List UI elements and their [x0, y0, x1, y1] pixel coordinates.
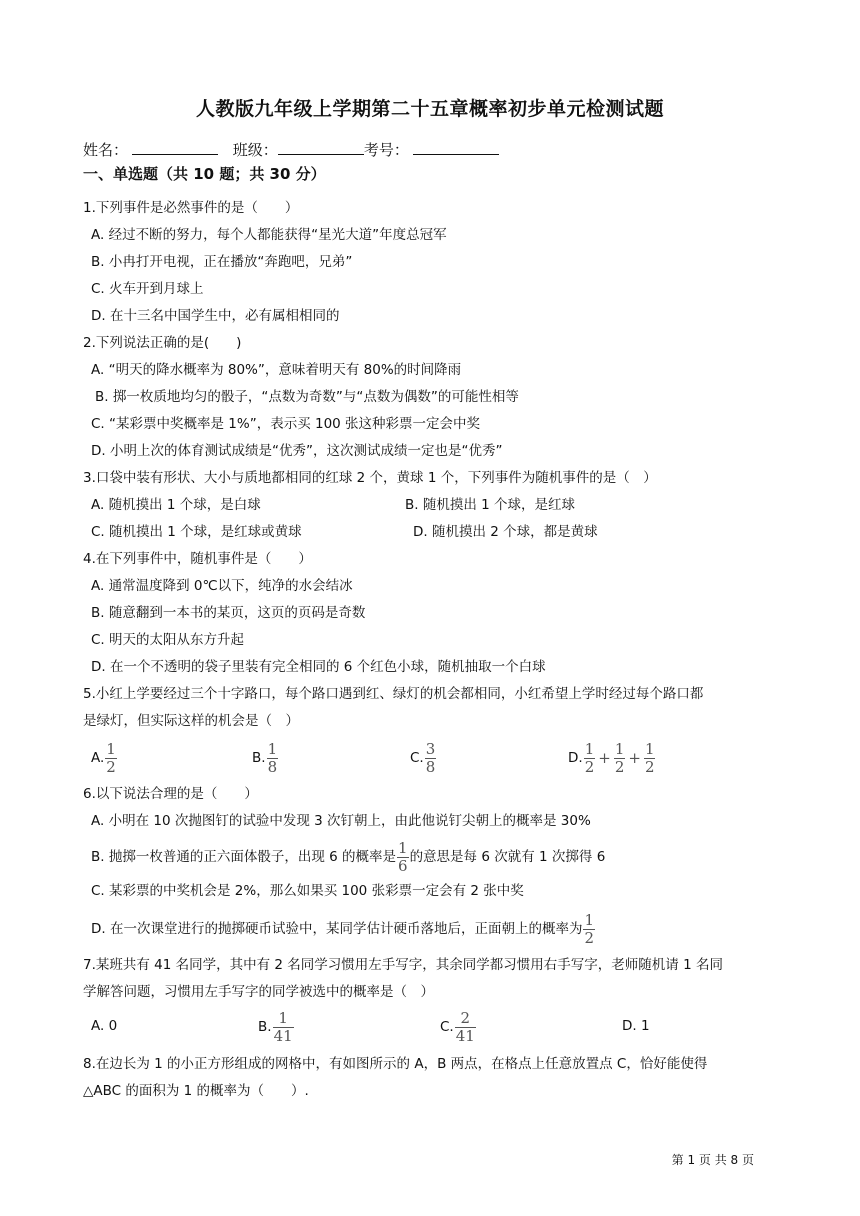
numerator: 1 — [398, 838, 408, 857]
question-3-option-b: B. 随机摸出 1 个球，是红球 — [405, 497, 576, 513]
option-b-label: B. — [258, 1019, 272, 1035]
question-2-option-c: C. “某彩票中奖概率是 1%”，表示买 100 张这种彩票一定会中奖 — [91, 416, 481, 432]
question-2-stem: 2.下列说法正确的是( ) — [83, 335, 242, 351]
numerator: 1 — [278, 1008, 288, 1027]
question-3-option-a: A. 随机摸出 1 个球，是白球 — [91, 497, 261, 513]
question-7-stem-line-2: 学解答问题，习惯用左手写字的同学被选中的概率是（ ） — [83, 984, 434, 1000]
question-3-option-c: C. 随机摸出 1 个球，是红球或黄球 — [91, 524, 302, 540]
student-info-line — [83, 138, 499, 160]
question-4-stem: 4.在下列事件中，随机事件是（ ） — [83, 551, 312, 567]
question-7-option-c — [440, 1008, 477, 1046]
denominator: 8 — [425, 757, 436, 776]
numerator: 2 — [460, 1008, 471, 1027]
question-1-option-d: D. 在十三名中国学生中，必有属相相同的 — [91, 308, 340, 324]
question-5-stem-line-2: 是绿灯，但实际这样的机会是（ ） — [83, 713, 299, 729]
option-d-label: D. — [568, 750, 583, 766]
question-2-option-a: A. “明天的降水概率为 80%”，意味着明天有 80%的时间降雨 — [91, 362, 462, 378]
question-7-stem-line-1: 7.某班共有 41 名同学，其中有 2 名同学习惯用左手写字，其余同学都习惯用右手写字，老师随机请 1 名同 — [83, 957, 723, 973]
denominator: 2 — [106, 757, 116, 776]
question-8-stem-line-1: 8.在边长为 1 的小正方形组成的网格中，有如图所示的 A，B 两点，在格点上任意放置点 C，恰好能使得 — [83, 1056, 708, 1072]
fraction — [273, 1008, 294, 1045]
question-1-option-c: C. 火车开到月球上 — [91, 281, 204, 297]
denominator: 2 — [584, 928, 595, 947]
fraction — [455, 1008, 476, 1045]
fraction — [397, 838, 409, 875]
name-blank — [132, 138, 218, 155]
number-label: 考号： — [363, 141, 409, 159]
question-7-option-d: D. 1 — [622, 1018, 650, 1034]
numerator: 1 — [267, 739, 278, 758]
question-3-stem: 3.口袋中装有形状、大小与质地都相同的红球 2 个，黄球 1 个，下列事件为随机事件的是（ ） — [83, 470, 657, 486]
class-label: 班级： — [232, 141, 278, 159]
option-a-label: A. — [91, 750, 105, 766]
plus-sign: + — [628, 749, 641, 767]
plus-sign: + — [598, 749, 611, 767]
option-b-text-start: B. 抛掷一枚普通的正六面体骰子，出现 6 的概率是 — [91, 849, 397, 865]
question-1-option-b: B. 小冉打开电视，正在播放“奔跑吧，兄弟” — [91, 254, 353, 270]
question-8-stem-line-2: △ABC 的面积为 1 的概率为（ ）. — [83, 1083, 309, 1099]
numerator: 3 — [425, 739, 436, 758]
number-blank — [413, 138, 499, 155]
option-c-label: C. — [440, 1019, 454, 1035]
question-5-option-d — [568, 738, 656, 778]
question-6-option-d — [91, 910, 596, 948]
denominator: 6 — [398, 856, 408, 875]
question-6-stem: 6.以下说法合理的是（ ） — [83, 786, 258, 802]
section-heading: 一、单选题（共 10 题；共 30 分） — [83, 165, 326, 183]
fraction — [105, 739, 117, 776]
fraction — [644, 739, 656, 776]
numerator: 1 — [644, 739, 655, 758]
fraction — [583, 910, 595, 947]
option-b-text-end: 的意思是每 6 次就有 1 次掷得 6 — [409, 849, 606, 865]
numerator: 1 — [614, 739, 625, 758]
denominator: 41 — [273, 1026, 293, 1045]
question-6-option-b — [91, 838, 605, 876]
question-5-option-b — [252, 738, 279, 778]
denominator: 2 — [614, 757, 625, 776]
fraction — [614, 739, 626, 776]
question-4-option-b: B. 随意翻到一本书的某页，这页的页码是奇数 — [91, 605, 366, 621]
question-6-option-c: C. 某彩票的中奖机会是 2%，那么如果买 100 张彩票一定会有 2 张中奖 — [91, 883, 524, 899]
fraction — [267, 739, 279, 776]
option-d-text: D. 在一次课堂进行的抛掷硬币试验中，某同学估计硬币落地后，正面朝上的概率为 — [91, 921, 583, 937]
class-blank — [278, 138, 364, 155]
question-2-option-b: B. 掷一枚质地均匀的骰子，“点数为奇数”与“点数为偶数”的可能性相等 — [95, 389, 519, 405]
fraction — [425, 739, 437, 776]
question-5-option-a — [91, 738, 118, 778]
option-b-label: B. — [252, 750, 266, 766]
denominator: 2 — [644, 757, 655, 776]
question-4-option-a: A. 通常温度降到 0℃以下，纯净的水会结冰 — [91, 578, 353, 594]
question-5-option-c — [410, 738, 437, 778]
denominator: 2 — [584, 757, 595, 776]
option-c-label: C. — [410, 750, 424, 766]
question-7-option-b — [258, 1008, 295, 1046]
numerator: 1 — [106, 739, 116, 758]
question-7-option-a: A. 0 — [91, 1018, 118, 1034]
page-footer: 第 1 页 共 8 页 — [671, 1153, 754, 1167]
question-2-option-d: D. 小明上次的体育测试成绩是“优秀”，这次测试成绩一定也是“优秀” — [91, 443, 503, 459]
question-5-stem-line-1: 5.小红上学要经过三个十字路口，每个路口遇到红、绿灯的机会都相同，小红希望上学时经过每个路口都 — [83, 686, 704, 702]
denominator: 8 — [267, 757, 278, 776]
question-4-option-c: C. 明天的太阳从东方升起 — [91, 632, 245, 648]
fraction — [584, 739, 596, 776]
question-4-option-d: D. 在一个不透明的袋子里装有完全相同的 6 个红色小球，随机抽取一个白球 — [91, 659, 546, 675]
question-6-option-a: A. 小明在 10 次抛图钉的试验中发现 3 次钉朝上，由此他说钉尖朝上的概率是 30% — [91, 813, 591, 829]
numerator: 1 — [584, 910, 595, 929]
denominator: 41 — [455, 1026, 475, 1045]
page-title: 人教版九年级上学期第二十五章概率初步单元检测试题 — [195, 98, 664, 120]
name-label: 姓名： — [83, 141, 129, 159]
numerator: 1 — [584, 739, 595, 758]
question-1-stem: 1.下列事件是必然事件的是（ ） — [83, 200, 299, 216]
question-1-option-a: A. 经过不断的努力，每个人都能获得“星光大道”年度总冠军 — [91, 227, 447, 243]
question-3-option-d: D. 随机摸出 2 个球，都是黄球 — [413, 524, 598, 540]
